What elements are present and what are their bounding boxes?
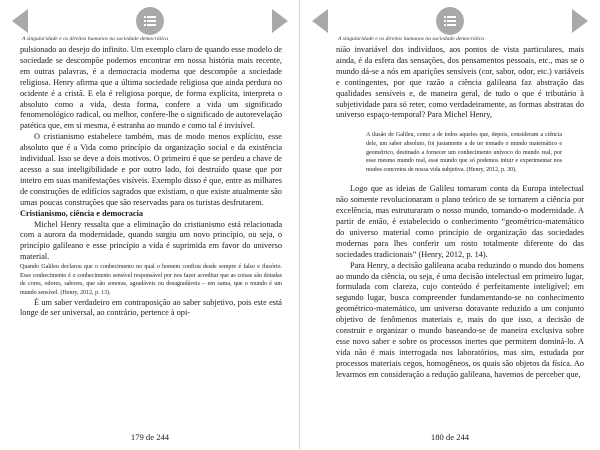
chevron-left-icon[interactable] (312, 9, 328, 33)
page-number: 180 de 244 (430, 432, 470, 442)
block-quote: Quando Galileu declarou que o conhecimento no qual o homem confiou desde sempre é falso e ilusório. Esse conhecimento é o conhecimento sensível responsável por nos fazer acreditar que as coisas são dotadas de cores, odores, sabores, que são sonoras, agradáveis ou desagradáveis – em suma, que o mundo é um mundo sensível. (Henry, 2012, p. 13). (20, 264, 282, 296)
paragraph: Logo que as ideias de Galileu tomaram conta da Europa intelectual não somente revolucionaram o plano teórico de se tornarem a ciência por excelência, mas estruturaram o nosso mundo, tornando-o modernidade. A partir de então, é estabelecido o conhecimento “geométrico-matemático do universo material como princípio de organização das sociedades modernas para lhes conferir um rosto totalmente diferente do das sociedades tradicionais” (Henry, 2012, p. 14). (336, 184, 584, 259)
running-head: A singularidade e os direitos humanos na sociedade democrática (338, 36, 485, 42)
right-page-body (336, 45, 584, 381)
right-nav-bar (300, 6, 600, 36)
paragraph: pulsionado ao desejo do infinito. Um exemplo claro de quando esse modelo de sociedade se descompõe podemos encontrar em nossa história mais recente, em outras palavras, é a democracia moderna que descompõe a sociedade religiosa. Henry afirma que a última sociedade religiosa que ainda perdura no ocidente é a cristã. E ela é religiosa porque, de forma explícita, interpreta o absoluto como a vida, desta forma, confere a vida um significado fenomenológico radical, ou melhor, confere-lhe o significado de autorevelação patética que, em si mesma, é estranha ao mundo e como tal é invisível. (20, 45, 282, 131)
paragraph: nião invariável dos indivíduos, aos pontos de vista particulares, mais ainda, é da esfera das sensações, dos pensamentos pessoais, etc., mas se o mundo dá-se a nós em aparições sensíveis (cor, sabor, odor, etc.) variáveis e contingentes, por que razão a ciência galileana faz abstração das qualidades sensíveis e, de maneira geral, de tudo o que é tributário à subjetividade para só reter, como verdadeiramente, as formas abstratas do universo espaço-temporal? Para Michel Henry, (336, 45, 584, 120)
list-icon[interactable] (136, 7, 164, 35)
page-number: 179 de 244 (130, 432, 170, 442)
section-title: Cristianismo, ciência e democracia (20, 208, 144, 218)
chevron-left-icon[interactable] (12, 9, 28, 33)
left-page-body (20, 45, 282, 319)
paragraph: Michel Henry ressalta que a eliminação do cristianismo está relacionada com a aurora da modernidade, quando surgiu um novo princípio, ou seja, o princípio galileano e esse princípio a vida é suprimida em favor do universo material. (20, 219, 282, 262)
left-nav-bar (0, 6, 300, 36)
chevron-right-icon[interactable] (272, 9, 288, 33)
paragraph: É um saber verdadeiro em contraposição ao saber subjetivo, pois este está longe de ser universal, ao contrário, pertence à opi- (20, 297, 282, 318)
chevron-right-icon[interactable] (572, 9, 588, 33)
running-head: A singularidade e os direitos humanos na sociedade democrática (22, 36, 169, 42)
paragraph: O cristianismo estabelece também, mas de modo menos explícito, esse absoluto que é a Vida como princípio da organização social e da existência individual. Isso se deve a dois motivos. O primeiro é que se perdeu a chave de acesso a sua inteligibilidade e por outro lado, foi destruído quase que por inteiro em suas manifestações visíveis. Exemplo disso é que, entre as milhares de construções de edifícios sagrados que existiam, o que existe atualmente são umas poucas construções que são reservadas para os turistas desfrutarem. (20, 132, 282, 207)
right-page (300, 0, 600, 450)
block-quote: A ilusão de Galileu, como a de todos aqueles que, depois, consideram a ciência dele, um saber absoluto, foi justamente a de ter tomado o mundo matemático e geométrico, destinado a fornecer um conhecimento unívoco do mundo real, por esse mesmo mundo real, esse mundo que só podemos intuir e experimentar nos modos concretos de nossa vida subjetiva. (Henry, 2012, p. 30). (366, 132, 562, 173)
list-icon[interactable] (436, 7, 464, 35)
paragraph: Para Henry, a decisão galileana acaba reduzindo o mundo dos homens ao mundo da ciência, ou seja, é uma decisão intelectual em primeiro lugar, formulada com clareza, cujo conteúdo é perfeitamente inteligível; em segundo lugar, busca compreender fundamentando-se no conhecimento geométrico-matemático, um universo doravante reduzido a um conjunto objetivo de fenômenos materiais e, mais do que isso, a decisão de construir e organizar o mundo baseando-se de maneira exclusiva sobre esse novo saber e sobre os processos inertes que permitem dominá-lo. A vida não é mais interrogada nos laboratórios, mas sim, estudada por processos materiais cegos, homogêneos, os quais são objetos da física. Ao levarmos em consideração a redução galileana, havemos de perceber que, (336, 260, 584, 379)
